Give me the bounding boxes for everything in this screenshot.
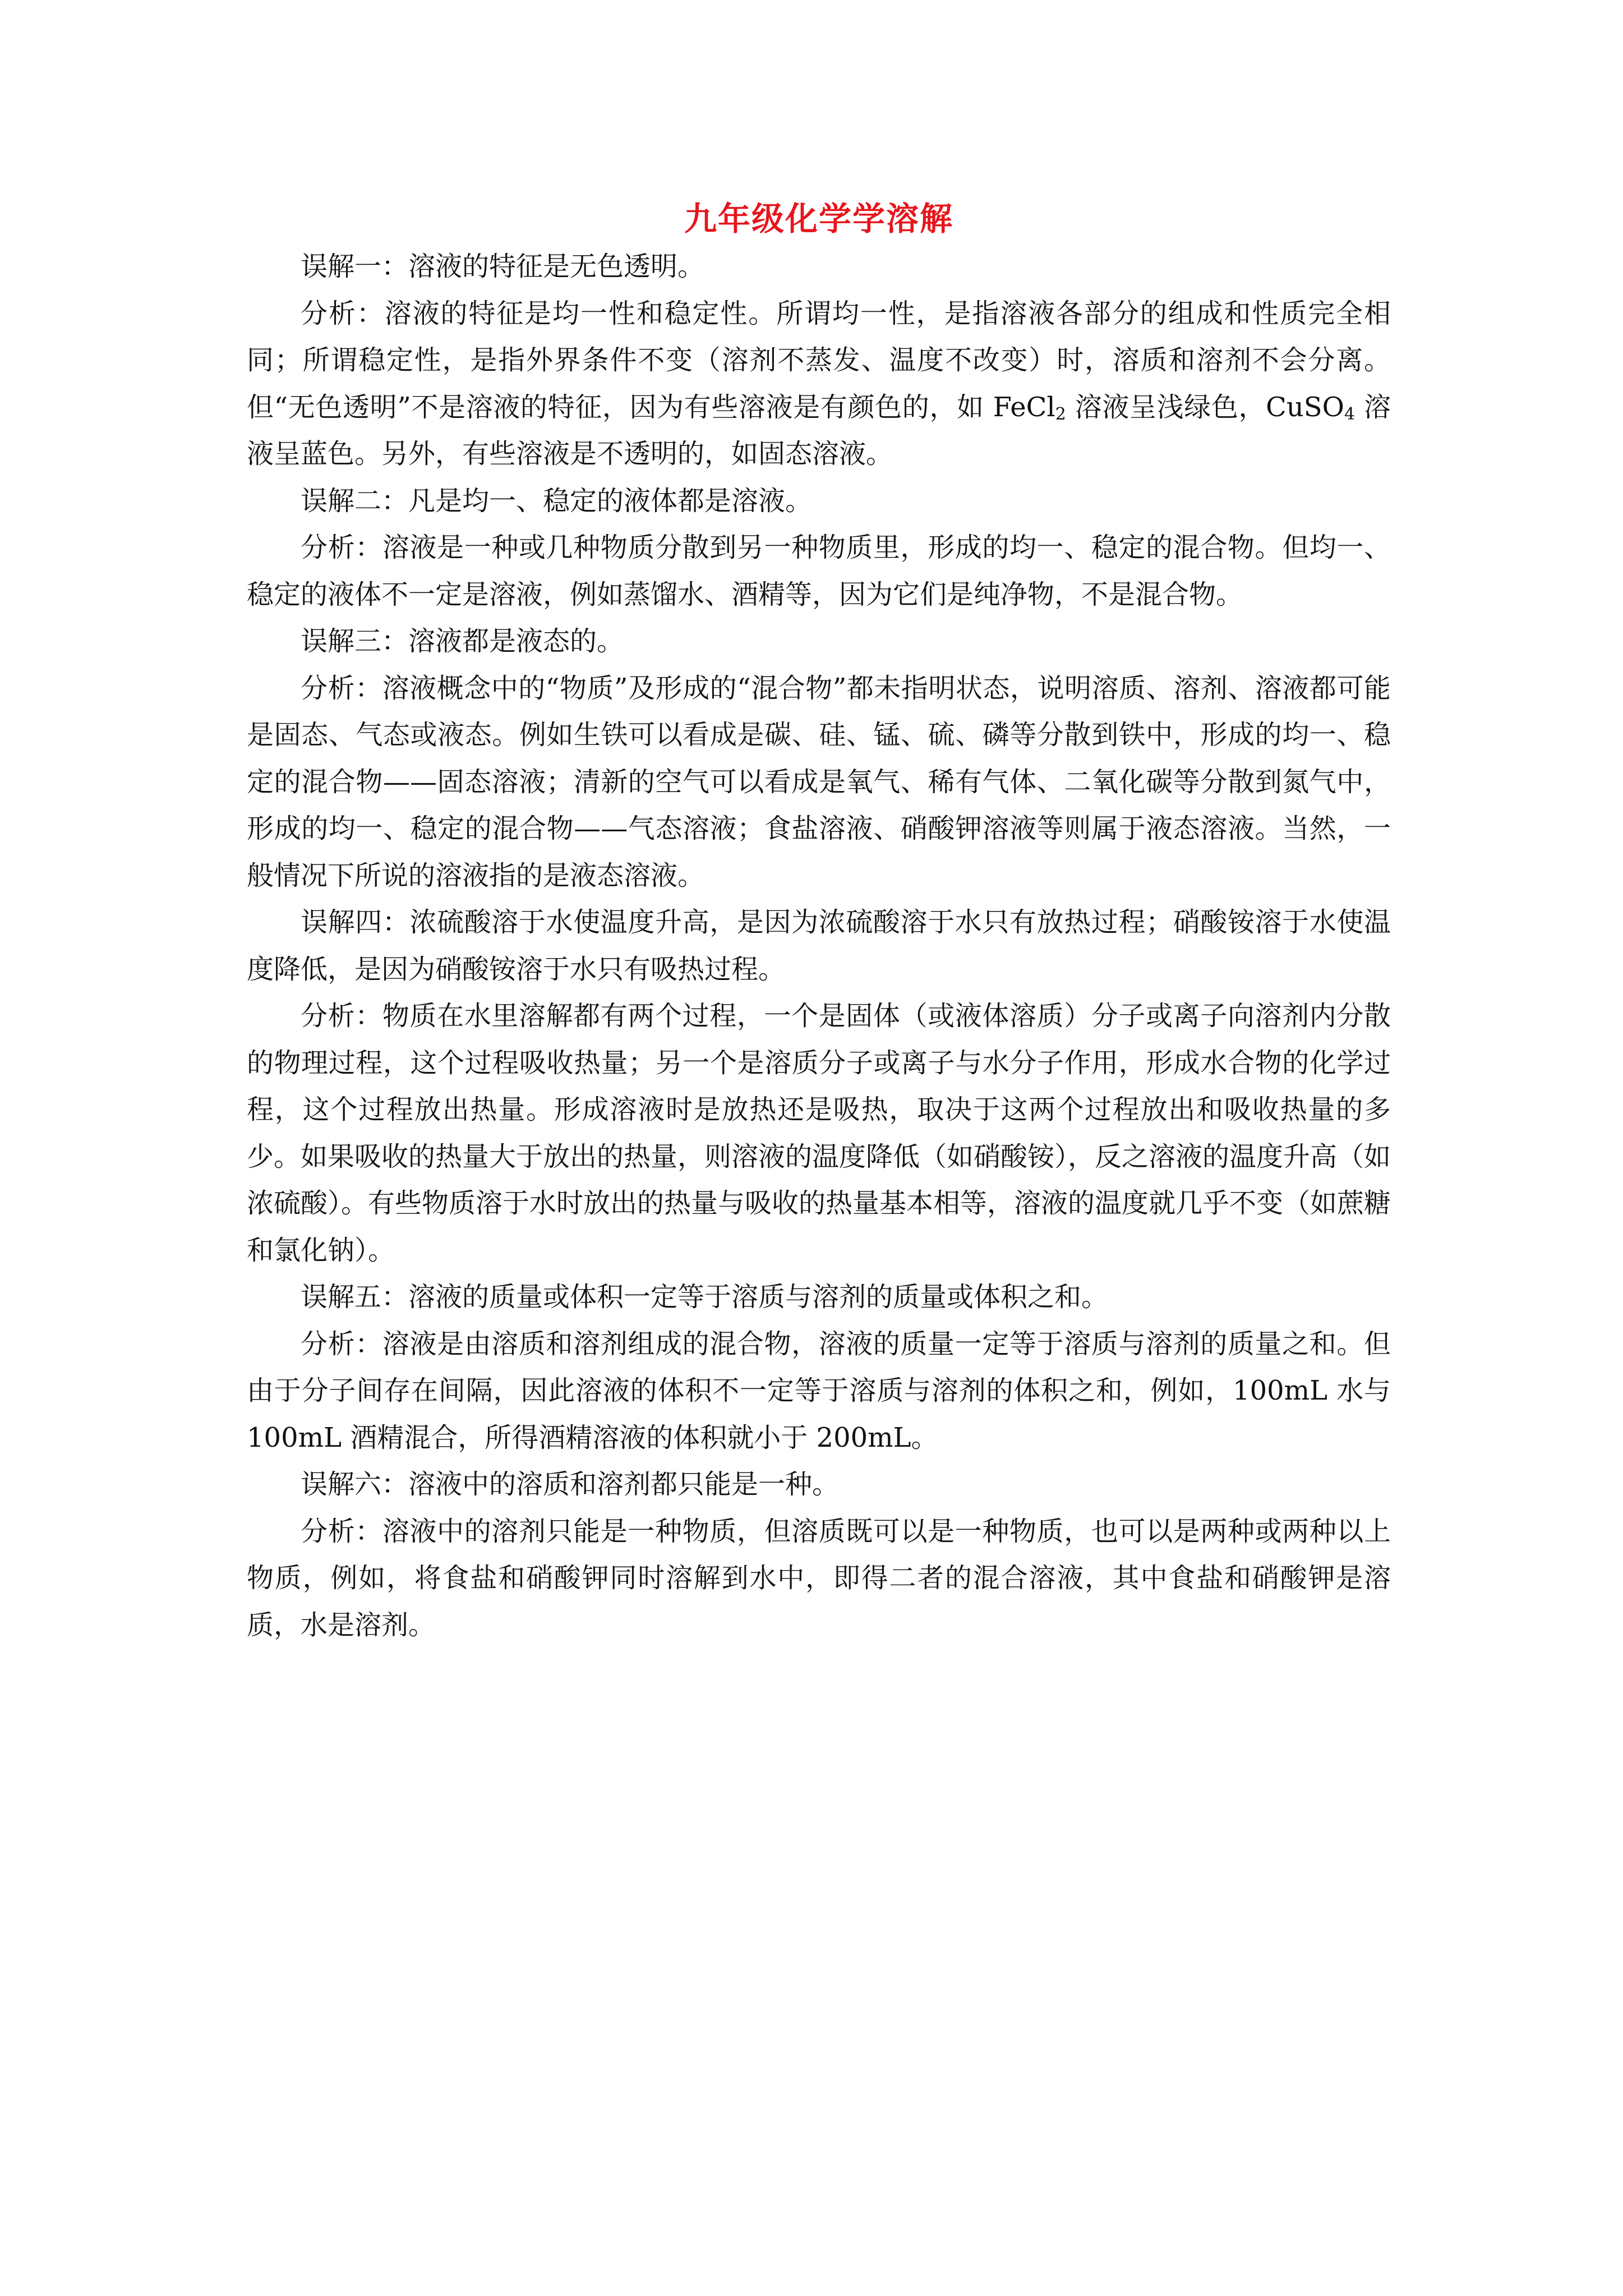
analysis-1: 分析：溶液的特征是均一性和稳定性。所谓均一性，是指溶液各部分的组成和性质完全相同；所谓稳定性，是指外界条件不变（溶剂不蒸发、温度不改变）时，溶质和溶剂不会分离。但“无色透明”不是溶液的特征，因为有些溶液是有颜色的，如 FeCl$_2$ 溶液呈浅绿色，CuSO$_4$ 溶液呈蓝色。另外，有些溶液是不透明的，如固态溶液。 [247,297,1391,470]
misconception-1: 误解一：溶液的特征是无色透明。 [301,251,705,282]
analysis-5: 分析：溶液是由溶质和溶剂组成的混合物，溶液的质量一定等于溶质与溶剂的质量之和。但由于分子间存在间隔，因此溶液的体积不一定等于溶质与溶剂的体积之和，例如，100mL 水与 100mL 酒精混合，所得酒精溶液的体积就小于 200mL。 [247,1328,1391,1453]
subscript: 2 [1055,404,1066,424]
misconception-4: 误解四：浓硫酸溶于水使温度升高，是因为浓硫酸溶于水只有放热过程；硝酸铵溶于水使温度降低，是因为硝酸铵溶于水只有吸热过程。 [247,907,1391,985]
subscript: 4 [1344,404,1355,424]
misconception-5: 误解五：溶液的质量或体积一定等于溶质与溶剂的质量或体积之和。 [301,1281,1109,1313]
document-title: 九年级化学学溶解 [684,200,953,238]
analysis-3: 分析：溶液概念中的“物质”及形成的“混合物”都未指明状态，说明溶质、溶剂、溶液都可能是固态、气态或液态。例如生铁可以看成是碳、硅、锰、硫、磷等分散到铁中，形成的均一、稳定的混合物——固态溶液；清新的空气可以看成是氧气、稀有气体、二氧化碳等分散到氮气中，形成的均一、稳定的混合物——气态溶液；食盐溶液、硝酸钾溶液等则属于液态溶液。当然，一般情况下所说的溶液指的是液态溶液。 [247,672,1391,891]
document-page [247,196,1391,1649]
misconception-6: 误解六：溶液中的溶质和溶剂都只能是一种。 [301,1469,840,1500]
misconception-3: 误解三：溶液都是液态的。 [301,625,624,657]
misconception-2: 误解二：凡是均一、稳定的液体都是溶液。 [301,485,813,517]
analysis-4: 分析：物质在水里溶解都有两个过程，一个是固体（或液体溶质）分子或离子向溶剂内分散的物理过程，这个过程吸收热量；另一个是溶质分子或离子与水分子作用，形成水合物的化学过程，这个过程放出热量。形成溶液时是放热还是吸热，取决于这两个过程放出和吸收热量的多少。如果吸收的热量大于放出的热量，则溶液的温度降低（如硝酸铵），反之溶液的温度升高（如浓硫酸）。有些物质溶于水时放出的热量与吸收的热量基本相等，溶液的温度就几乎不变（如蔗糖和氯化钠）。 [247,1000,1391,1266]
analysis-2: 分析：溶液是一种或几种物质分散到另一种物质里，形成的均一、稳定的混合物。但均一、稳定的液体不一定是溶液，例如蒸馏水、酒精等，因为它们是纯净物，不是混合物。 [247,532,1391,610]
analysis-6: 分析：溶液中的溶剂只能是一种物质，但溶质既可以是一种物质，也可以是两种或两种以上物质，例如，将食盐和硝酸钾同时溶解到水中，即得二者的混合溶液，其中食盐和硝酸钾是溶质，水是溶剂。 [247,1515,1391,1641]
